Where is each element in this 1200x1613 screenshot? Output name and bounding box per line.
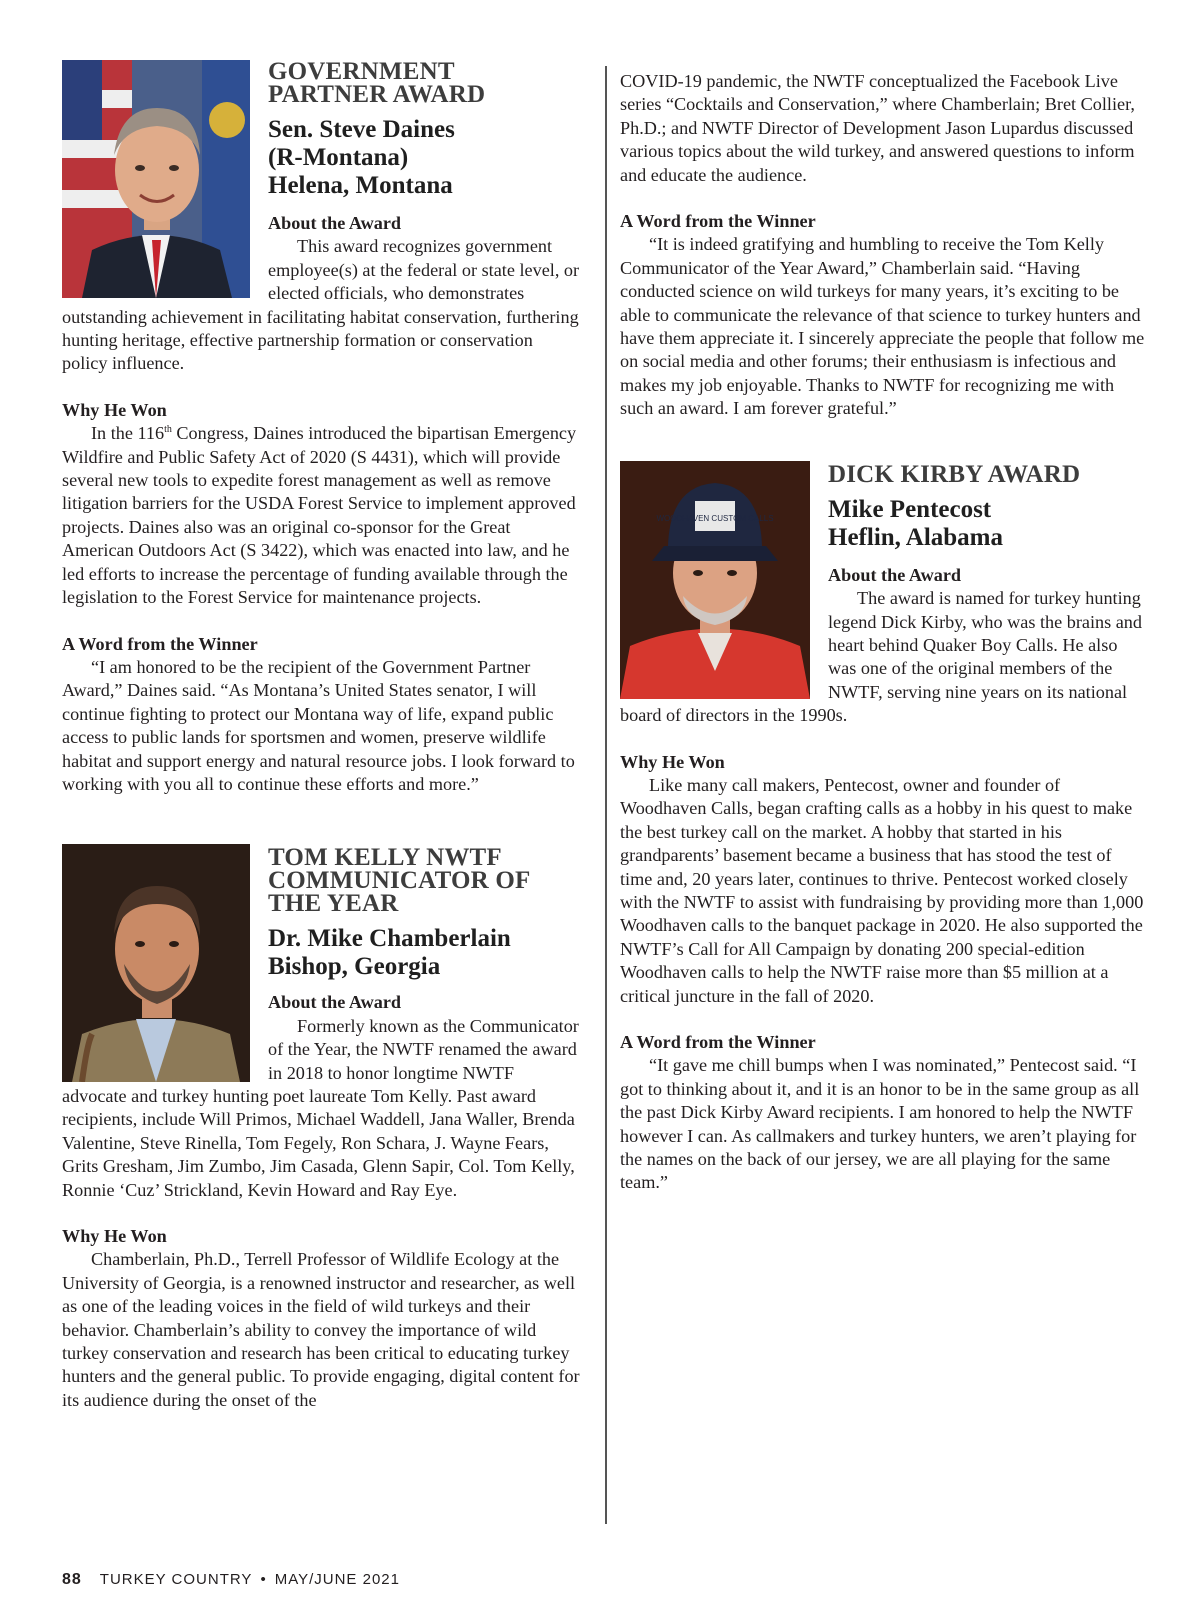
pentecost-cap-logo: WOODHAVEN CUSTOM CALLS	[656, 513, 774, 523]
right-column	[620, 70, 1145, 1195]
daines-word-text: “I am honored to be the recipient of the Government Partner Award,” Daines said. “As Montana’s United States senator, I will continue fighting to protect our Montana way of life, expand public access to public lands for sportsmen and women, preserve wildlife habitat and support energy and natural resource jobs. I look forward to working with you all to continue these efforts and more.”	[62, 656, 575, 794]
issue-date: MAY/JUNE 2021	[274, 1571, 400, 1588]
daines-about-text: This award recognizes government employee(s) at the federal or state level, or elected officials, who demonstrates outstanding achievement in facilitating habitat conservation, furthering hunting heritage, effective partnership formation or conservation policy influence.	[62, 236, 580, 374]
chamberlain-why-text-continued: COVID-19 pandemic, the NWTF conceptualized the Facebook Live series “Cocktails and Conservation,” where Chamberlain; Bret Collier, Ph.D.; and NWTF Director of Development Jason Lupardus discussed various topics about the wild turkey, and answered questions to inform and educate the audience.	[620, 71, 1135, 185]
page-footer	[62, 1571, 400, 1589]
chamberlain-word-text: “It is indeed gratifying and humbling to receive the Tom Kelly Communicator of the Year Award,” Chamberlain said. “Having conducted science on wild turkeys for many years, it’s exciting to be able to communicate the relevance of that science to turkey hunters and have them appreciate it. I sincerely appreciate the people that follow me on social media and other forums; their enthusiasm is infectious and makes my job enjoyable. Thanks to NWTF for recognizing me with such an award. I am forever grateful.”	[620, 234, 1145, 419]
pentecost-photo	[620, 461, 810, 699]
pentecost-about-text: The award is named for turkey hunting legend Dick Kirby, who was the brains and heart behind Quaker Boy Calls. He also was one of the original members of the NWTF, serving nine years on its national board of directors in the 1990s.	[620, 588, 1142, 726]
page-number: 88	[62, 1571, 82, 1588]
chamberlain-about-heading: About the Award	[268, 992, 402, 1013]
daines-winner-party: (R-Montana)	[268, 144, 409, 171]
pentecost-about-heading: About the Award	[828, 564, 962, 585]
left-column	[62, 60, 580, 1412]
pentecost-winner-name: Mike Pentecost	[828, 495, 992, 523]
daines-winner-location: Helena, Montana	[268, 172, 453, 199]
pentecost-word-heading: A Word from the Winner	[620, 1032, 816, 1052]
daines-why-text-post: Congress, Daines introduced the bipartisan Emergency Wildfire and Public Safety Act of 2020 (S 4431), which will provide several new tools to expedite forest management as well as remove litigation barriers for the USDA Forest Service to implement approved projects. Daines also was an original co-sponsor for the Great American Outdoors Act (S 3422), which was enacted into law, and he led efforts to increase the percentage of funding available through the legislation to the Forest Service for maintenance projects.	[62, 423, 577, 608]
pentecost-award-title: DICK KIRBY AWARD	[828, 460, 1081, 488]
pentecost-winner-location: Heflin, Alabama	[828, 523, 1004, 551]
magazine-name: TURKEY COUNTRY	[99, 1571, 253, 1588]
chamberlain-photo	[62, 844, 250, 1082]
chamberlain-why-heading: Why He Won	[62, 1226, 167, 1246]
chamberlain-word-heading: A Word from the Winner	[620, 211, 816, 232]
chamberlain-why-text: Chamberlain, Ph.D., Terrell Professor of Wildlife Ecology at the University of Georgia, is a renowned instructor and researcher, as well as one of the leading voices in the field of wild turkeys and their behavior. Chamberlain’s ability to convey the importance of wild turkey conservation and research has been critical to educating turkey hunters and the general public. To provide engaging, digital content for its audience during the onset of the	[62, 1249, 580, 1410]
daines-why-text-sup: th	[164, 424, 172, 436]
footer-separator: •	[260, 1571, 267, 1588]
chamberlain-about-text: Formerly known as the Communicator of the Year, the NWTF renamed the award in 2018 to honor longtime NWTF advocate and turkey hunting poet laureate Tom Kelly. Past award recipients, include Will Primos, Michael Waddell, Jana Waller, Brenda Valentine, Steve Rinella, Tom Fegely, Ron Schara, J. Wayne Fears, Grits Gresham, Jim Zumbo, Jim Casada, Glenn Sapir, Col. Tom Kelly, Ronnie ‘Cuz’ Strickland, Kevin Howard and Ray Eye.	[62, 1015, 579, 1200]
column-divider	[605, 66, 607, 1524]
daines-award-title: GOVERNMENT PARTNER AWARD	[268, 58, 486, 108]
daines-why-text	[62, 422, 580, 609]
daines-about-heading: About the Award	[268, 213, 402, 233]
chamberlain-award-title: TOM KELLY NWTF COMMUNICATOR OF THE YEAR	[268, 844, 530, 918]
pentecost-word-text: “It gave me chill bumps when I was nominated,” Pentecost said. “I got to thinking about it, and it is an honor to be in the same group as all the past Dick Kirby Award recipients. I am honored to help the NWTF however I can. As callmakers and turkey hunters, we aren’t playing for the names on the back of our jersey, we are all playing for the same team.”	[620, 1055, 1140, 1193]
chamberlain-winner-name: Dr. Mike Chamberlain	[268, 925, 511, 953]
pentecost-why-text: Like many call makers, Pentecost, owner and founder of Woodhaven Calls, began crafting calls as a hobby in his quest to make the best turkey call on the market. A hobby that started in his grandparents’ basement became a business that has stood the test of time and, 20 years later, continues to thrive. Pentecost worked closely with the NWTF to assist with fundraising by providing more than 1,000 Woodhaven calls to the banquet package in 2020. He also supported the NWTF’s Call for All Campaign by donating 200 special-edition Woodhaven calls to help the NWTF raise more than $5 million at a critical juncture in the fall of 2020.	[620, 774, 1144, 1006]
daines-photo	[62, 60, 250, 298]
daines-why-heading: Why He Won	[62, 399, 167, 420]
daines-winner-name: Sen. Steve Daines	[268, 116, 455, 143]
chamberlain-winner-location: Bishop, Georgia	[268, 953, 441, 981]
daines-why-text-pre: In the 116	[91, 423, 165, 444]
pentecost-why-heading: Why He Won	[620, 751, 725, 772]
daines-word-heading: A Word from the Winner	[62, 633, 258, 654]
